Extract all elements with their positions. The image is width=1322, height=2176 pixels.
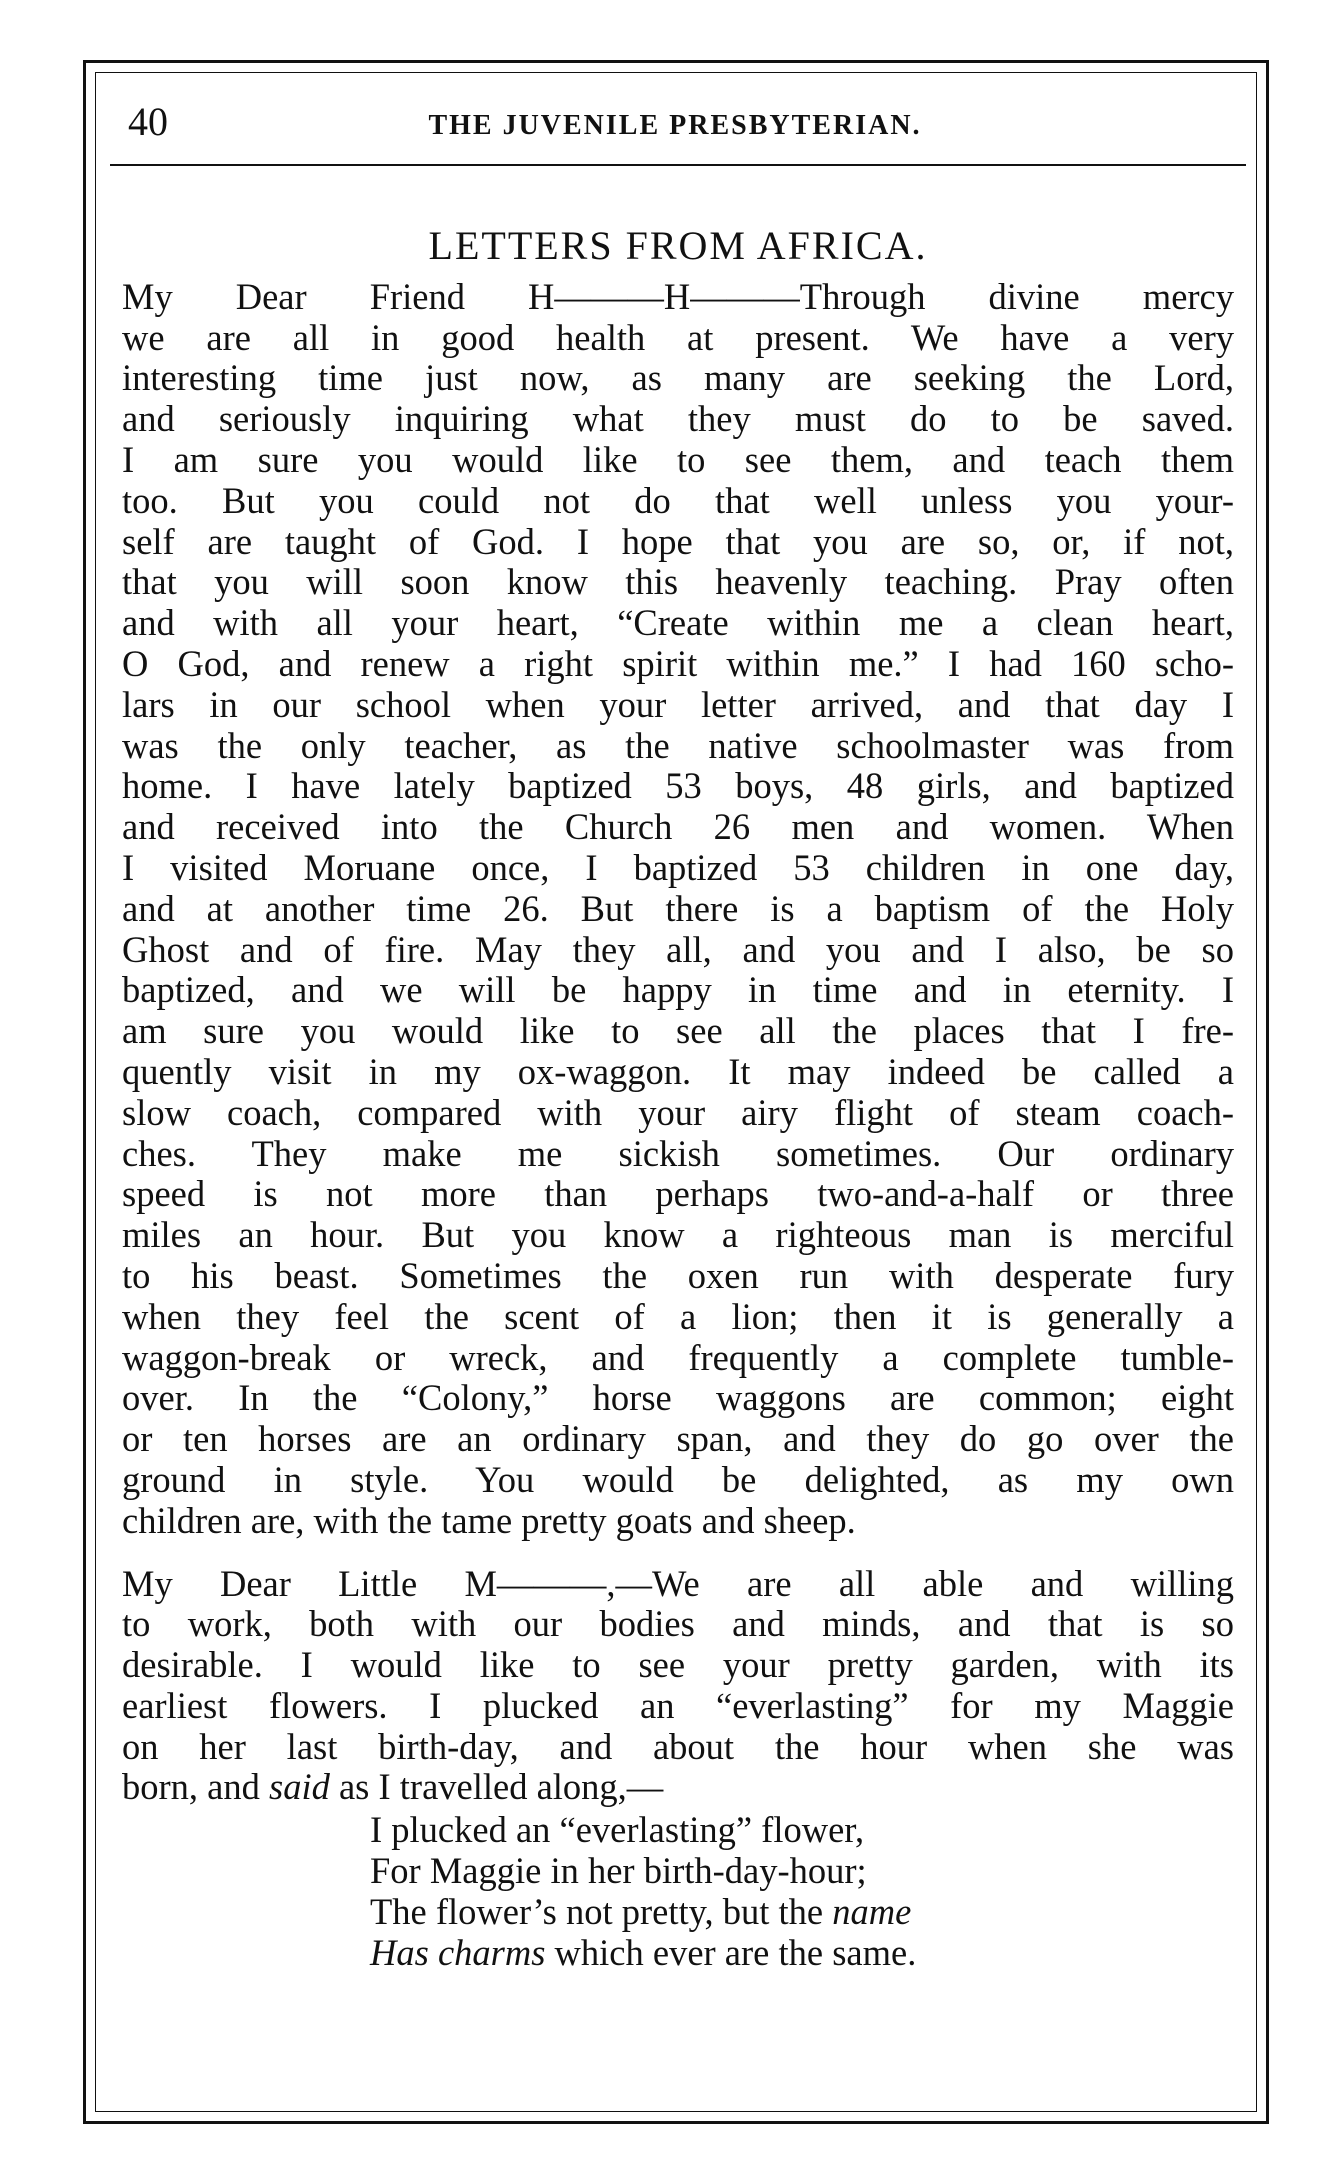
article: [122, 190, 1234, 1973]
text-line: speed is not more than perhaps two-and-a-half or three: [122, 1173, 1234, 1215]
text-line: earliest flowers. I plucked an “everlasting” for my Maggie: [122, 1684, 1234, 1726]
text-line: ches. They make me sickish sometimes. Our ordinary: [122, 1132, 1234, 1174]
text-line: desirable. I would like to see your pretty garden, with its: [122, 1644, 1234, 1686]
text-line: born, and said as I travelled along,—: [122, 1766, 664, 1808]
text-line: home. I have lately baptized 53 boys, 48 girls, and baptized: [122, 765, 1234, 807]
text-line: to work, both with our bodies and minds, and that is so: [122, 1603, 1234, 1645]
poem-line: For Maggie in her birth-day-hour;: [370, 1850, 867, 1892]
text-line: slow coach, compared with your airy flight of steam coach-: [122, 1091, 1234, 1133]
text-line: baptized, and we will be happy in time and in eternity. I: [122, 969, 1234, 1011]
text-line: My Dear Friend H———H———Through divine mercy: [122, 275, 1234, 317]
poem-line: Has charms which ever are the same.: [370, 1931, 917, 1973]
text-line: quently visit in my ox-waggon. It may indeed be called a: [122, 1050, 1234, 1092]
text-line: am sure you would like to see all the places that I fre-: [122, 1010, 1234, 1052]
article-title: LETTERS FROM AFRICA.: [428, 223, 928, 268]
letter-paragraph-1: [122, 277, 1234, 1542]
text-line: or ten horses are an ordinary span, and they do go over the: [122, 1418, 1234, 1460]
text-line: and at another time 26. But there is a baptism of the Holy: [122, 887, 1234, 929]
text-line: to his beast. Sometimes the oxen run with desperate fury: [122, 1254, 1234, 1296]
letter-paragraph-2: [122, 1564, 1234, 1809]
text-line: and with all your heart, “Create within me a clean heart,: [122, 602, 1234, 644]
text-line: lars in our school when your letter arrived, and that day I: [122, 683, 1234, 725]
text-line: children are, with the tame pretty goats and sheep.: [122, 1499, 856, 1541]
text-line: when they feel the scent of a lion; then it is generally a: [122, 1295, 1234, 1337]
text-line: O God, and renew a right spirit within me.” I had 160 scho-: [122, 642, 1234, 684]
poem: [370, 1810, 1234, 1973]
text-line: over. In the “Colony,” horse waggons are common; eight: [122, 1377, 1234, 1419]
text-line: I am sure you would like to see them, and teach them: [122, 438, 1234, 480]
header-rule: [110, 164, 1246, 166]
text-line: I visited Moruane once, I baptized 53 children in one day,: [122, 846, 1234, 888]
text-line: ground in style. You would be delighted, as my own: [122, 1458, 1234, 1500]
text-line: and received into the Church 26 men and women. When: [122, 806, 1234, 848]
page-number: 40: [128, 99, 168, 144]
running-title: THE JUVENILE PRESBYTERIAN.: [428, 110, 922, 141]
poem-line: The flower’s not pretty, but the name: [370, 1890, 912, 1932]
page-header: [110, 90, 1240, 160]
text-line: that you will soon know this heavenly teaching. Pray often: [122, 561, 1234, 603]
text-line: we are all in good health at present. We have a very: [122, 316, 1234, 358]
text-line: waggon-break or wreck, and frequently a complete tumble-: [122, 1336, 1234, 1378]
poem-line: I plucked an “everlasting” flower,: [370, 1809, 865, 1851]
text-line: on her last birth-day, and about the hour when she was: [122, 1725, 1234, 1767]
text-line: Ghost and of fire. May they all, and you and I also, be so: [122, 928, 1234, 970]
text-line: and seriously inquiring what they must do to be saved.: [122, 398, 1234, 440]
text-line: interesting time just now, as many are seeking the Lord,: [122, 357, 1234, 399]
text-line: too. But you could not do that well unless you your-: [122, 479, 1234, 521]
text-line: self are taught of God. I hope that you are so, or, if not,: [122, 520, 1234, 562]
text-line: My Dear Little M———,—We are all able and willing: [122, 1562, 1234, 1604]
text-line: was the only teacher, as the native schoolmaster was from: [122, 724, 1234, 766]
text-line: miles an hour. But you know a righteous man is merciful: [122, 1214, 1234, 1256]
